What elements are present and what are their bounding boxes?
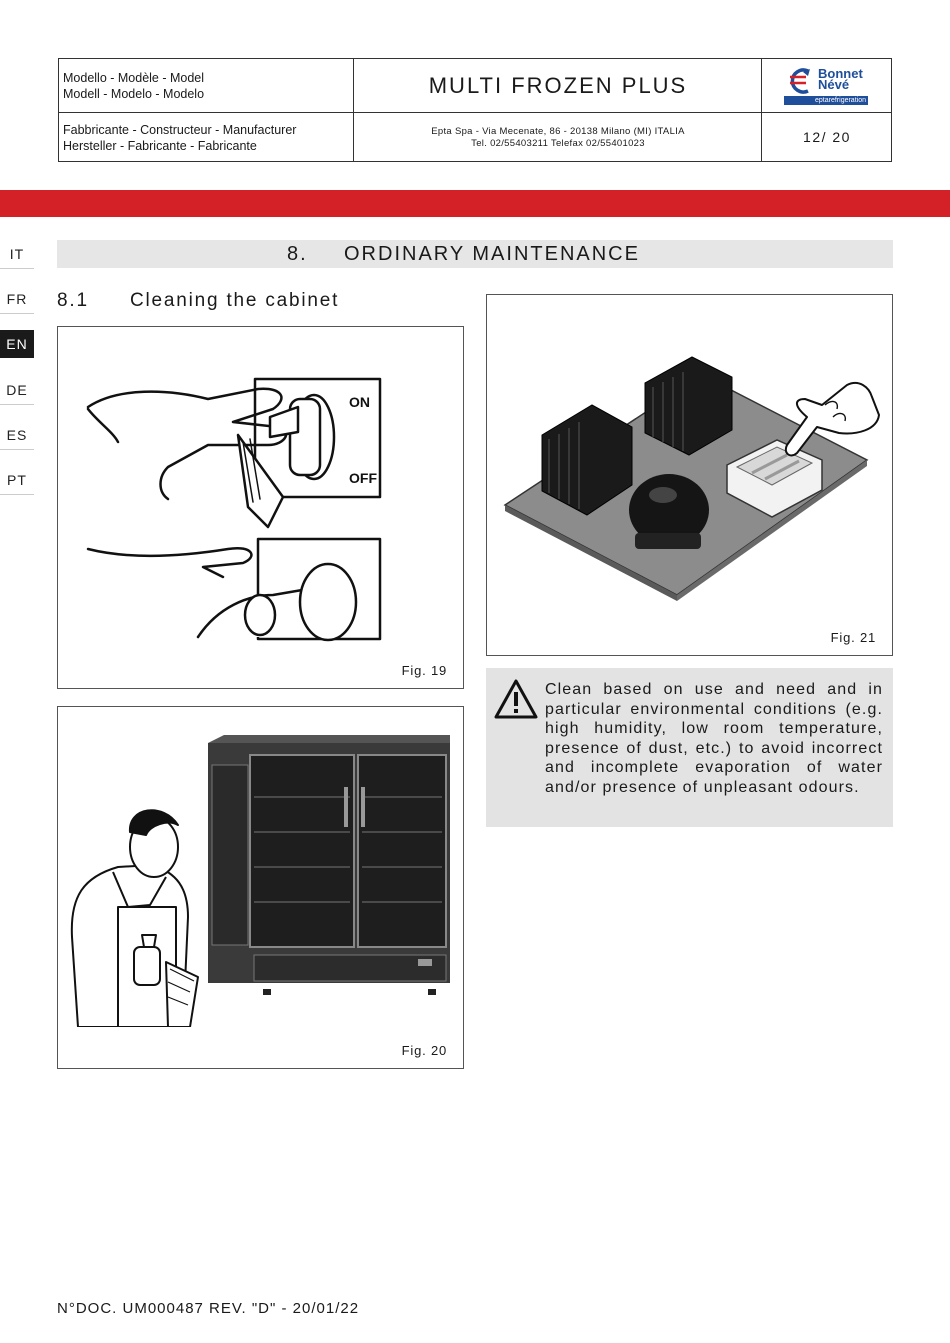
figure-label: Fig. 21 <box>830 630 876 645</box>
manufacturer-label <box>63 122 296 154</box>
lang-tab-en[interactable]: EN <box>0 330 34 358</box>
section-title: ORDINARY MAINTENANCE <box>344 243 640 265</box>
logo-subtext: eptarefrigeration <box>784 96 868 105</box>
document-number: N°DOC. UM000487 REV. "D" - 20/01/22 <box>57 1300 360 1317</box>
model-label-line: Modell - Modelo - Modelo <box>63 87 205 101</box>
switch-off-label: OFF <box>349 470 377 486</box>
cabinet-cleaning-illustration <box>58 707 463 1027</box>
figure-20 <box>57 706 464 1069</box>
warning-box <box>486 668 893 827</box>
manufacturer-address <box>354 126 762 150</box>
warning-text: Clean based on use and need and in particular environmental conditions (e.g. high humidity, low room temperature, presence of dust, etc.) to avoid incorrect and incomplete evaporation of water and/or presence of unpleasant odours. <box>545 681 883 796</box>
power-switch-illustration <box>58 327 463 647</box>
model-label <box>63 70 204 102</box>
figure-19 <box>57 326 464 689</box>
brand-logo <box>784 66 889 106</box>
section-heading <box>57 240 893 268</box>
address-line: Tel. 02/55403211 Telefax 02/55401023 <box>471 138 645 149</box>
subsection-number: 8.1 <box>57 290 89 311</box>
document-header <box>58 58 892 162</box>
figure-label: Fig. 20 <box>401 1043 447 1058</box>
lang-tab-it[interactable]: IT <box>0 240 34 269</box>
subsection-title: Cleaning the cabinet <box>130 290 340 311</box>
switch-on-label: ON <box>349 394 370 410</box>
document-title: MULTI FROZEN PLUS <box>428 73 688 98</box>
condenser-unit-illustration <box>487 295 892 615</box>
lang-tab-es[interactable]: ES <box>0 421 34 450</box>
logo-text: Névé <box>818 77 850 92</box>
header-divider <box>59 112 891 113</box>
manufacturer-label-line: Fabbricante - Constructeur - Manufacturer <box>63 123 297 137</box>
logo-mark-icon <box>786 66 818 96</box>
manufacturer-label-line: Hersteller - Fabricante - Fabricante <box>63 139 257 153</box>
lang-tab-fr[interactable]: FR <box>0 285 34 314</box>
lang-tab-pt[interactable]: PT <box>0 466 34 495</box>
warning-icon <box>493 678 539 720</box>
address-line: Epta Spa - Via Mecenate, 86 - 20138 Milano (MI) ITALIA <box>431 126 685 137</box>
section-number: 8. <box>287 243 308 265</box>
lang-tab-de[interactable]: DE <box>0 376 34 405</box>
figure-21 <box>486 294 893 656</box>
red-band <box>0 190 950 217</box>
logo-text: Bonnet <box>818 66 863 81</box>
model-label-line: Modello - Modèle - Model <box>63 71 205 85</box>
figure-label: Fig. 19 <box>401 663 447 678</box>
page-number: 12/ 20 <box>803 129 851 145</box>
